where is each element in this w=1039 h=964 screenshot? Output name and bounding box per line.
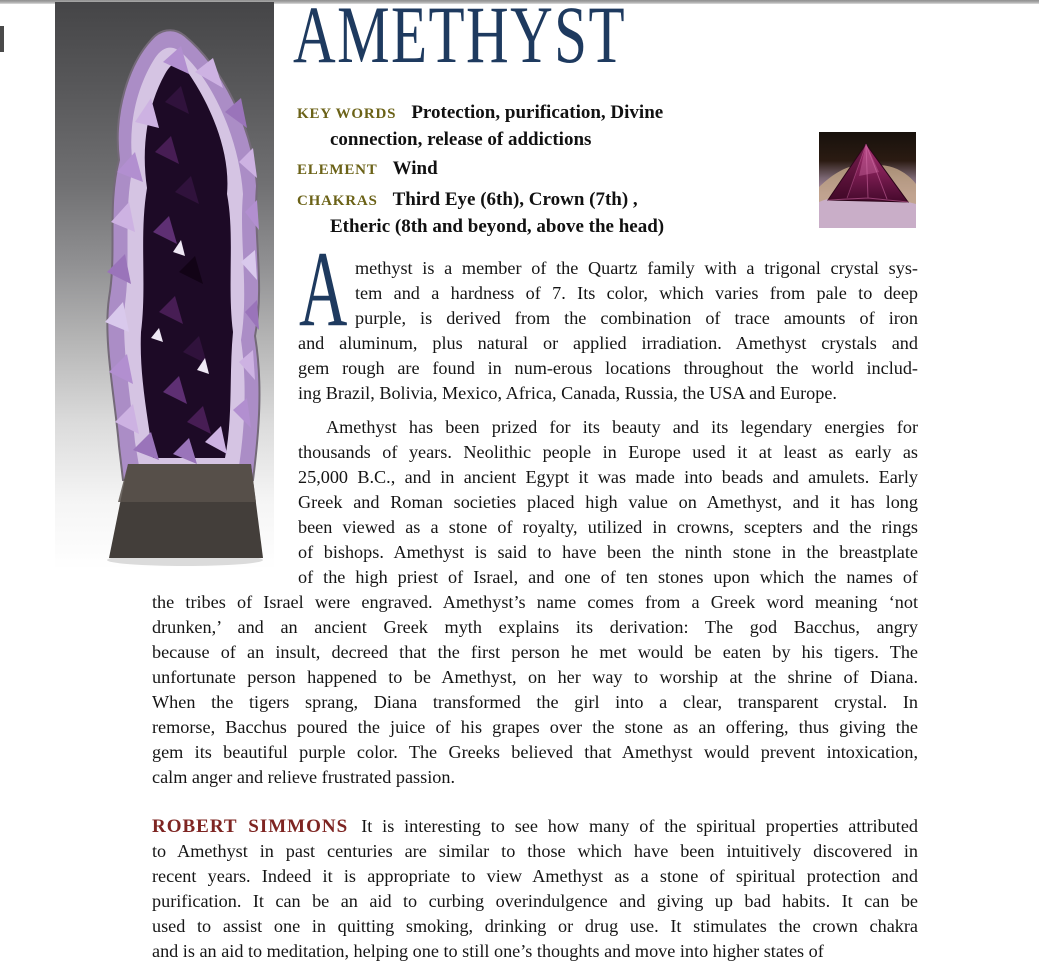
article-body — [152, 230, 919, 964]
text-line — [152, 814, 918, 839]
text-line: been viewed as a stone of royalty, utilized in crowns, scepters and the rings — [298, 517, 918, 537]
attribute-value: Wind — [392, 158, 438, 179]
text-run: It is interesting to see how many of the spiritual properties attributed — [361, 816, 919, 836]
text-line: drunken,’ and an ancient Greek myth explains its derivation: The god Bacchus, angry — [152, 617, 918, 637]
text-line: and aluminum, plus natural or applied irradiation. Amethyst crystals and — [298, 333, 918, 353]
attribute-row — [297, 187, 697, 239]
text-line: calm anger and relieve frustrated passion. — [152, 767, 455, 787]
text-line: methyst is a member of the Quartz family with a trigonal crystal sys- — [355, 258, 918, 278]
attribute-row — [297, 100, 697, 152]
text-line: unfortunate person happened to be Amethyst, on her way to worship at the shrine of Diana. — [152, 667, 918, 687]
attribute-value: Third Eye (6th), Crown (7th) , — [392, 189, 638, 210]
page-edge-mark — [0, 26, 4, 52]
page-title: AMETHYST — [293, 0, 626, 80]
photo-wrap-spacer — [152, 256, 298, 590]
text-line: 25,000 B.C., and in ancient Egypt it was made into beads and amulets. Early — [298, 467, 918, 487]
text-line: ing Brazil, Bolivia, Mexico, Africa, Canada, Russia, the USA and Europe. — [298, 383, 837, 403]
attribute-value-continued: connection, release of addictions — [330, 129, 592, 150]
drop-cap: A — [299, 230, 348, 349]
text-line: used to assist one in quitting smoking, drinking or drug use. It stimulates the crown chakra — [152, 916, 918, 936]
text-line: thousands of years. Neolithic people in Europe used it at least as early as — [298, 442, 918, 462]
text-line: purification. It can be an aid to curbing overindulgence and giving up bad habits. It can be — [152, 891, 918, 911]
attribute-value: Protection, purification, Divine — [411, 102, 664, 123]
attribute-row — [297, 156, 697, 183]
text-line: gem rough are found in num-erous locations throughout the world includ- — [298, 358, 918, 378]
attribute-value-continued: Etheric (8th and beyond, above the head) — [330, 216, 665, 237]
text-line: to Amethyst in past centuries are similar to those which have been intuitively discovered in — [152, 841, 918, 861]
text-line: When the tigers sprang, Diana transformed the girl into a clear, transparent crystal. In — [152, 692, 918, 712]
text-line: purple, is derived from the combination of trace amounts of iron — [355, 308, 918, 328]
text-line: tem and a hardness of 7. Its color, which varies from pale to deep — [355, 283, 918, 303]
author-label: ROBERT SIMMONS — [152, 816, 349, 837]
text-line: of bishops. Amethyst is said to have been the ninth stone in the breastplate — [298, 542, 918, 562]
text-line: Greek and Roman societies placed high value on Amethyst, and it has long — [298, 492, 918, 512]
text-line: because of an insult, decreed that the first person he met would be eaten by his tigers. The — [152, 642, 918, 662]
text-line: remorse, Bacchus poured the juice of his grapes over the stone as an offering, thus giving the — [152, 717, 918, 737]
text-line: Amethyst has been prized for its beauty and its legendary energies for — [326, 417, 918, 437]
author-paragraph-rest — [152, 839, 918, 964]
amethyst-gem-photo — [819, 132, 916, 228]
text-line: gem its beautiful purple color. The Greeks believed that Amethyst would prevent intoxication, — [152, 742, 918, 762]
text-line: the tribes of Israel were engraved. Amethyst’s name comes from a Greek word meaning ‘not — [152, 592, 918, 612]
attributes-block — [297, 100, 697, 243]
amethyst-gem-illustration — [819, 132, 916, 228]
text-line: and is an aid to meditation, helping one to still one’s thoughts and move into higher states of — [152, 941, 824, 961]
text-line: recent years. Indeed it is appropriate to view Amethyst as a stone of spiritual protection and — [152, 866, 918, 886]
text-line: of the high priest of Israel, and one of ten stones upon which the names of — [298, 567, 918, 587]
attribute-label: CHAKRAS — [297, 193, 378, 209]
attribute-label: KEY WORDS — [297, 106, 397, 122]
author-paragraph — [152, 814, 918, 964]
attribute-label: ELEMENT — [297, 162, 378, 178]
